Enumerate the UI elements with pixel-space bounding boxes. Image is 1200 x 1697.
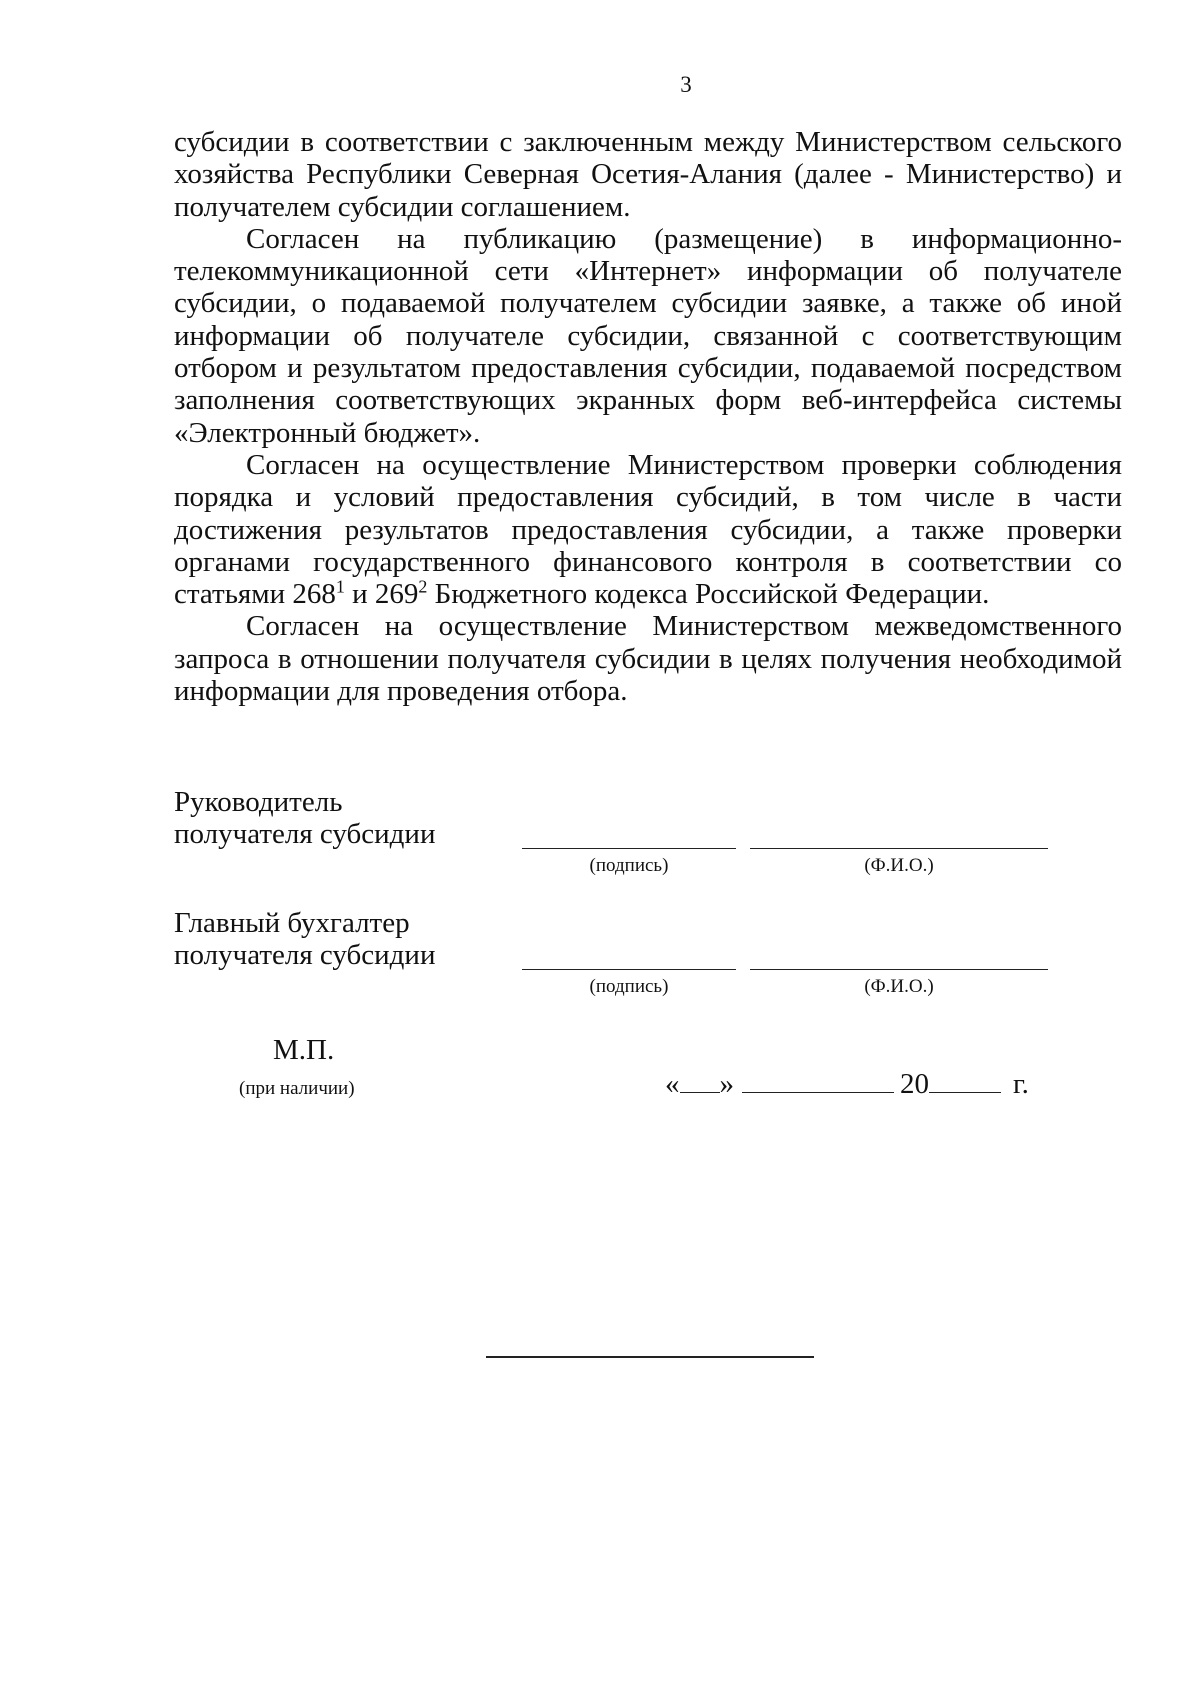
head-name-line[interactable] xyxy=(750,848,1048,849)
date-day-blank[interactable] xyxy=(680,1066,720,1093)
paragraph-inspection-consent xyxy=(174,449,1122,610)
date-month-blank[interactable] xyxy=(742,1066,894,1093)
paragraph-agreement: субсидии в соответствии с заключенным между Министерством сельского хозяйства Республики Северная Осетия-Алания (далее - Министерство) и получателем субсидии соглашением. xyxy=(174,126,1122,223)
head-signature-caption: (подпись) xyxy=(589,855,669,876)
date-year-suffix: г. xyxy=(1013,1068,1029,1100)
accountant-name-line[interactable] xyxy=(750,969,1048,970)
paragraph-request-consent: Согласен на осуществление Министерством межведомственного запроса в отношении получателя субсидии в целях получения необходимой информации для проведения отбора. xyxy=(174,610,1122,708)
stamp-note: (при наличии) xyxy=(239,1078,355,1099)
accountant-signature-line[interactable] xyxy=(522,969,736,970)
head-title-line2: получателя субсидии xyxy=(174,818,436,850)
end-separator-line xyxy=(486,1356,814,1358)
superscript: 2 xyxy=(418,576,428,597)
paragraph-publication-consent: Согласен на публикацию (размещение) в информационно-телекоммуникационной сети «Интернет» информации об получателе субсидии, о подаваемой получателем субсидии заявке, а также об иной информации об получателе субсидии, связанной с соответствующим отбором и результатом предоставления субсидии, подаваемой посредством заполнения соответствующих экранных форм веб-интерфейса системы «Электронный бюджет». xyxy=(174,222,1122,449)
body-text xyxy=(174,126,1122,707)
paragraph-text: Согласен на осуществление Министерством проверки соблюдения порядка и условий предоставления субсидий, в том числе в части достижения результатов предоставления субсидии, а также проверки органами государственного финансового контроля в соответствии со статьями 268 xyxy=(174,448,1122,611)
superscript: 1 xyxy=(335,576,345,597)
date-close-quote: » xyxy=(719,1068,734,1100)
paragraph-text: Бюджетного кодекса Российской Федерации. xyxy=(427,578,990,611)
date-century: 20 xyxy=(900,1068,929,1100)
stamp-label: М.П. xyxy=(273,1034,335,1066)
date-open-quote: « xyxy=(665,1068,680,1100)
head-name-caption: (Ф.И.О.) xyxy=(864,855,934,876)
head-title-line1: Руководитель xyxy=(174,786,343,818)
date-row xyxy=(665,1066,1029,1101)
accountant-name-caption: (Ф.И.О.) xyxy=(864,976,934,997)
accountant-signature-caption: (подпись) xyxy=(589,976,669,997)
accountant-title-line2: получателя субсидии xyxy=(174,939,436,971)
accountant-title-line1: Главный бухгалтер xyxy=(174,907,410,939)
paragraph-text: и 269 xyxy=(344,578,419,611)
date-year-blank[interactable] xyxy=(929,1066,1001,1093)
head-signature-line[interactable] xyxy=(522,848,736,849)
page-number: 3 xyxy=(680,72,692,97)
